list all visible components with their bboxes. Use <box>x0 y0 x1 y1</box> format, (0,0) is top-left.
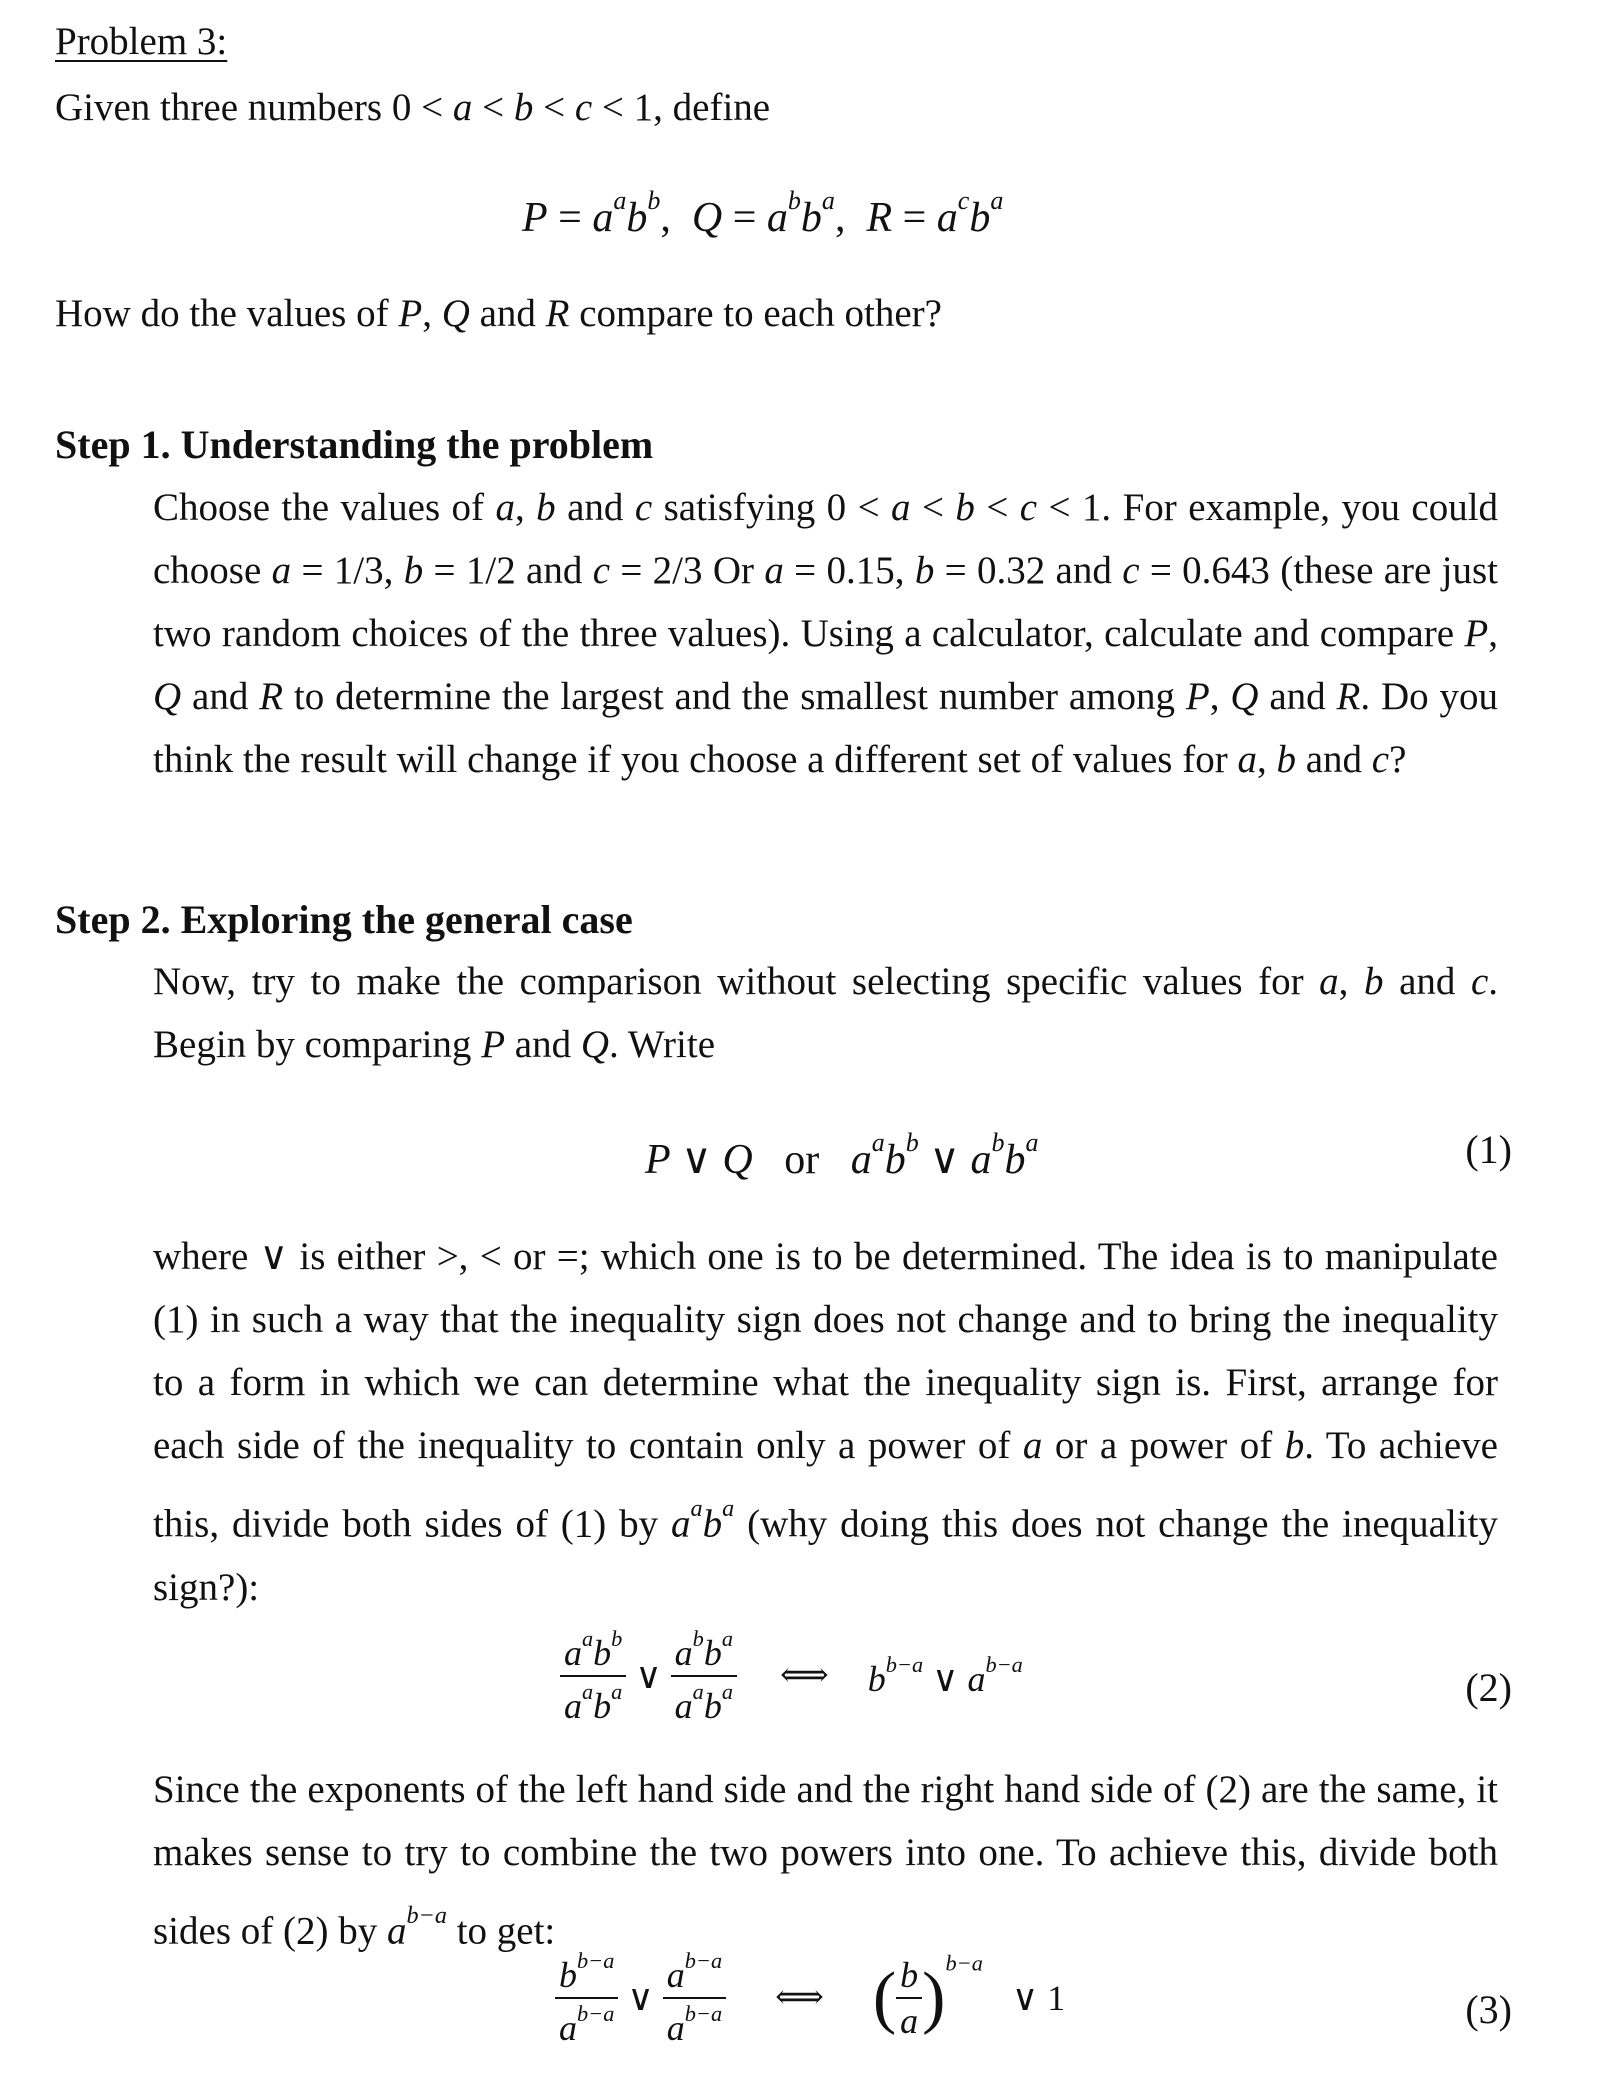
step1-heading: Step 1. Understanding the problem <box>55 422 654 467</box>
step1-body: Choose the values of a, b and c satisfying 0 < a < b < c < 1. For example, you could choose a = 1/3, b = 1/2 and c = 2/3 Or a = 0.15, b = 0.32 and c = 0.643 (these are just two random choices of the three values). Using a calculator, calculate and compare P, Q and R to determine the largest and the smallest number among P, Q and R. Do you think the result will change if you choose a different set of values for a, b and c? <box>153 486 1499 781</box>
step2-heading: Step 2. Exploring the general case <box>55 897 633 942</box>
step2-paragraph-2: where ∨ is either >, < or =; which one is to be determined. The idea is to manipulate (1) in such a way that the inequality sign does not change and to bring the inequality to a form in which we can determine what the inequality sign is. First, arrange for each side of the inequality to contain only a power of a or a power of b. To achieve this, divide both sides of (1) by $a^ab^a$ (why doing this does not change the inequality sign?): <box>153 1235 1498 1609</box>
problem-intro <box>55 88 770 127</box>
step2-paragraph-3: Since the exponents of the left hand side and the right hand side of (2) are the same, it makes sense to try to combine the two powers into one. To achieve this, divide both sides of (2) by $a^{b-a}$ to get: <box>153 1768 1498 1953</box>
problem-question: How do the values of P, Q and R compare to each other? <box>55 292 942 335</box>
eq2-fraction-right: $\frac{a^bb^a}{a^ab^a}$ <box>671 1628 737 1724</box>
intro-prefix: Given three numbers <box>55 86 383 129</box>
problem-title: Problem 3: <box>55 20 228 63</box>
definitions-equation: $P = a^ab^b$, $Q = a^bb^a$, $R = a^cb^a$ <box>522 186 1004 242</box>
equation-1-number: (1) <box>1465 1127 1512 1172</box>
eq2-fraction-left: $\frac{a^ab^b}{a^ab^a}$ <box>560 1628 626 1724</box>
equation-2: $\frac{a^ab^b}{a^ab^a}$ ∨ $\frac{a^bb^a}{a^ab^a}$ ⟺ $b^{b-a}$ ∨ $a^{b-a}$ <box>560 1628 1023 1724</box>
equation-1: P ∨ Q or $a^ab^b$ ∨ $a^bb^a$ <box>645 1128 1039 1184</box>
step2-intro: Now, try to make the comparison without selecting specific values for a, b and c. Begin by comparing P and Q. Write <box>153 960 1499 1066</box>
intro-condition: 0 < a < b < c < 1 <box>391 86 654 129</box>
eq3-fraction-left: $\frac{b^{b-a}}{a^{b-a}}$ <box>555 1950 618 2046</box>
equation-2-number: (2) <box>1465 1665 1512 1710</box>
intro-suffix: , define <box>653 86 771 129</box>
equation-3-number: (3) <box>1465 1987 1512 2032</box>
equation-3: $\frac{b^{b-a}}{a^{b-a}}$ ∨ $\frac{a^{b-a}}{a^{b-a}}$ ⟺ ( $\frac{b}{a}$ )$^{b-a}$ ∨ 1 <box>555 1950 1065 2046</box>
eq3-fraction-b-over-a: $\frac{b}{a}$ <box>896 1957 922 2039</box>
eq3-fraction-right: $\frac{a^{b-a}}{a^{b-a}}$ <box>663 1950 726 2046</box>
